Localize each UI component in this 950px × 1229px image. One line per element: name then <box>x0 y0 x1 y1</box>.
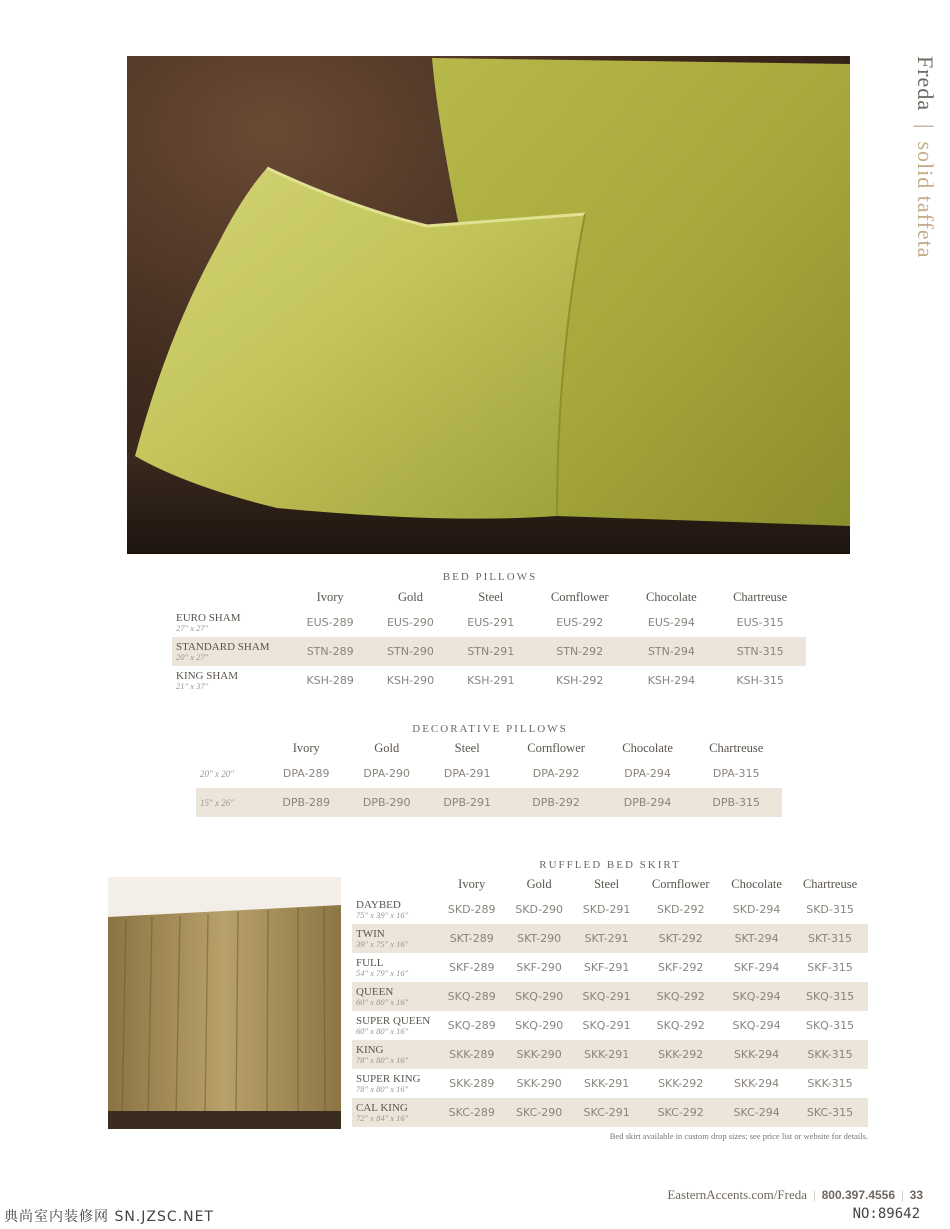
sku-cell: SKC-315 <box>792 1098 868 1127</box>
sku-cell: SKQ-292 <box>640 982 721 1011</box>
row-label <box>172 637 290 666</box>
sku-cell: EUS-290 <box>386 616 434 629</box>
sku-cell: DPA-315 <box>712 767 760 780</box>
row-label <box>352 1040 438 1069</box>
sku-cell: STN-292 <box>531 637 629 666</box>
collection-subtitle: solid taffeta <box>913 141 938 259</box>
sku-cell: SKF-294 <box>733 961 780 974</box>
sku-cell: EUS-294 <box>647 616 695 629</box>
sku-cell: SKQ-292 <box>656 1019 705 1032</box>
sku-cell: SKC-289 <box>438 1098 505 1127</box>
sku-cell: SKC-294 <box>721 1098 792 1127</box>
product-size: 27" x 27" <box>176 622 209 633</box>
color-header: Ivory <box>292 740 320 755</box>
sku-cell: SKK-294 <box>721 1040 792 1069</box>
watermark-left: 典尚室内装修网 SN.JZSC.NET <box>4 1209 214 1225</box>
table-row <box>172 666 806 695</box>
sku-cell: DPA-294 <box>624 767 671 780</box>
product-size: 20" x 20" <box>200 768 235 779</box>
color-header: Chartreuse <box>709 740 764 755</box>
footer-divider: | <box>901 1187 904 1202</box>
row-label <box>172 608 290 637</box>
sku-cell: SKK-294 <box>733 1077 780 1090</box>
sku-cell: SKF-289 <box>448 961 495 974</box>
sku-cell: STN-294 <box>628 637 714 666</box>
product-size: 72" x 84" x 16" <box>356 1112 409 1123</box>
table-row <box>352 982 868 1011</box>
row-label <box>352 1069 438 1098</box>
sku-cell: DPB-291 <box>427 788 507 817</box>
table-header-row <box>196 737 782 759</box>
sku-cell: STN-289 <box>290 637 370 666</box>
product-name: CAL KING <box>356 1101 408 1114</box>
sku-cell: SKK-291 <box>583 1077 630 1090</box>
product-size: 78" x 80" x 16" <box>356 1083 409 1094</box>
product-name: FULL <box>356 956 384 969</box>
color-header: Steel <box>478 589 504 604</box>
sku-cell: SKD-294 <box>732 903 781 916</box>
sku-cell: DPB-294 <box>605 788 691 817</box>
table-row <box>352 895 868 924</box>
sku-cell: SKQ-294 <box>721 982 792 1011</box>
bed-skirt-footnote: Bed skirt available in custom drop sizes; see price list or website for details. <box>609 1131 868 1141</box>
sku-cell: KSH-289 <box>306 674 354 687</box>
sku-cell: SKQ-289 <box>447 1019 496 1032</box>
sku-cell: DPB-315 <box>690 788 782 817</box>
row-label <box>352 1098 438 1127</box>
sku-cell: SKQ-289 <box>438 982 505 1011</box>
decorative-pillows-title: DECORATIVE PILLOWS <box>412 723 568 735</box>
collection-name: Freda <box>913 56 938 112</box>
sku-cell: SKD-290 <box>515 903 563 916</box>
sku-cell: SKK-290 <box>505 1040 572 1069</box>
color-header: Ivory <box>316 589 344 604</box>
product-name: EURO SHAM <box>176 611 241 624</box>
sku-cell: SKQ-290 <box>505 982 572 1011</box>
sku-cell: KSH-292 <box>555 674 604 687</box>
sku-cell: SKK-292 <box>658 1077 704 1090</box>
sku-cell: SKC-291 <box>573 1098 640 1127</box>
sku-cell: SKF-292 <box>657 961 704 974</box>
sku-cell: SKK-289 <box>449 1077 495 1090</box>
watermark-right: NO:89642 <box>852 1206 920 1222</box>
sku-cell: SKQ-315 <box>805 1019 855 1032</box>
sku-cell: DPA-291 <box>443 767 491 780</box>
table-header-row <box>352 873 868 895</box>
color-header: Gold <box>374 740 400 755</box>
bed-pillows-table <box>172 586 806 695</box>
product-name: SUPER QUEEN <box>356 1014 431 1027</box>
row-label <box>172 666 290 695</box>
sku-cell: SKT-289 <box>438 924 505 953</box>
sku-cell: SKD-291 <box>582 903 631 916</box>
color-header: Chartreuse <box>733 589 788 604</box>
phone-number: 800.397.4556 <box>821 1188 896 1202</box>
product-name: QUEEN <box>356 985 394 998</box>
sku-cell: DPA-292 <box>532 767 580 780</box>
product-size: 60" x 80" x 16" <box>356 1025 409 1036</box>
table-row <box>196 759 782 788</box>
sku-cell: SKK-292 <box>640 1040 721 1069</box>
sku-cell: EUS-315 <box>736 616 784 629</box>
color-header: Gold <box>397 589 423 604</box>
color-header: Cornflower <box>550 589 609 604</box>
row-label <box>352 982 438 1011</box>
product-name: SUPER KING <box>356 1072 421 1085</box>
sku-cell: SKK-289 <box>438 1040 505 1069</box>
pillows-photo <box>127 56 850 554</box>
color-header: Ivory <box>458 876 486 891</box>
sku-cell: EUS-289 <box>306 616 354 629</box>
color-header: Cornflower <box>527 740 585 755</box>
product-name: DAYBED <box>356 898 401 911</box>
table-row <box>172 608 806 637</box>
row-label <box>352 953 438 982</box>
sku-cell: STN-315 <box>714 637 806 666</box>
sku-cell: DPB-289 <box>266 788 346 817</box>
color-header: Chocolate <box>646 589 697 604</box>
sku-cell: SKT-290 <box>505 924 572 953</box>
sku-cell: SKK-290 <box>516 1077 562 1090</box>
table-row <box>352 1098 868 1127</box>
table-row <box>352 1011 868 1040</box>
row-label <box>352 895 438 924</box>
sku-cell: SKT-292 <box>640 924 721 953</box>
sku-cell: STN-291 <box>451 637 531 666</box>
product-size: 15" x 26" <box>200 797 235 808</box>
sku-cell: KSH-290 <box>386 674 435 687</box>
row-label <box>196 788 266 817</box>
sku-cell: SKQ-291 <box>582 1019 631 1032</box>
color-header: Gold <box>526 876 552 891</box>
sku-cell: SKK-315 <box>792 1040 868 1069</box>
decorative-pillows-table <box>196 737 782 817</box>
page-number: 33 <box>909 1188 923 1202</box>
table-row <box>172 637 806 666</box>
product-size: 60" x 80" x 16" <box>356 996 409 1007</box>
sku-cell: SKC-292 <box>640 1098 721 1127</box>
sku-cell: DPB-292 <box>507 788 604 817</box>
color-header: Chocolate <box>731 876 782 891</box>
product-size: 20" x 27" <box>176 651 209 662</box>
sku-cell: SKF-291 <box>583 961 630 974</box>
sku-cell: DPA-289 <box>282 767 330 780</box>
product-size: 39" x 75" x 16" <box>356 938 409 949</box>
product-name: STANDARD SHAM <box>176 640 270 653</box>
title-separator: | <box>913 123 938 129</box>
sku-cell: SKT-294 <box>721 924 792 953</box>
sku-cell: KSH-294 <box>647 674 696 687</box>
color-header: Chocolate <box>622 740 673 755</box>
sku-cell: SKQ-315 <box>792 982 868 1011</box>
bed-skirt-title: RUFFLED BED SKIRT <box>539 859 681 871</box>
sku-cell: SKF-315 <box>807 961 853 974</box>
product-name: KING <box>356 1043 384 1056</box>
table-row <box>352 953 868 982</box>
sku-cell: DPB-290 <box>346 788 426 817</box>
color-header: Cornflower <box>651 876 710 891</box>
row-label <box>352 924 438 953</box>
sku-cell: KSH-291 <box>467 674 515 687</box>
page-footer <box>667 1187 923 1203</box>
product-size: 78" x 80" x 16" <box>356 1054 409 1065</box>
row-label <box>196 759 266 788</box>
product-name: KING SHAM <box>176 669 239 682</box>
sku-cell: STN-290 <box>370 637 450 666</box>
sku-cell: DPA-290 <box>363 767 411 780</box>
sku-cell: SKD-289 <box>447 903 496 916</box>
sku-cell: SKQ-294 <box>732 1019 781 1032</box>
product-name: TWIN <box>356 927 385 940</box>
bed-pillows-title: BED PILLOWS <box>442 571 538 583</box>
product-size: 21" x 37" <box>176 680 209 691</box>
table-row <box>196 788 782 817</box>
table-row <box>352 1040 868 1069</box>
row-label <box>352 1011 438 1040</box>
table-row <box>352 924 868 953</box>
sku-cell: SKK-291 <box>573 1040 640 1069</box>
sku-cell: SKD-292 <box>656 903 705 916</box>
bed-skirt-photo <box>108 877 341 1129</box>
footer-divider: | <box>813 1187 816 1202</box>
color-header: Chartreuse <box>802 876 858 891</box>
sku-cell: EUS-291 <box>467 616 515 629</box>
sku-cell: SKF-290 <box>516 961 562 974</box>
bed-skirt-table <box>352 873 868 1127</box>
color-header: Steel <box>454 740 480 755</box>
sku-cell: SKQ-290 <box>515 1019 564 1032</box>
website-link[interactable]: EasternAccents.com/Freda <box>667 1187 808 1202</box>
color-header: Steel <box>594 876 620 891</box>
product-size: 54" x 79" x 16" <box>356 967 409 978</box>
sku-cell: SKK-315 <box>807 1077 853 1090</box>
table-row <box>352 1069 868 1098</box>
sku-cell: SKQ-291 <box>573 982 640 1011</box>
sku-cell: SKT-291 <box>573 924 640 953</box>
product-size: 75" x 39" x 16" <box>356 909 409 920</box>
collection-title <box>898 56 938 296</box>
table-header-row <box>172 586 806 608</box>
sku-cell: EUS-292 <box>556 616 604 629</box>
sku-cell: KSH-315 <box>736 674 784 687</box>
sku-cell: SKC-290 <box>505 1098 572 1127</box>
sku-cell: SKT-315 <box>792 924 868 953</box>
sku-cell: SKD-315 <box>806 903 854 916</box>
